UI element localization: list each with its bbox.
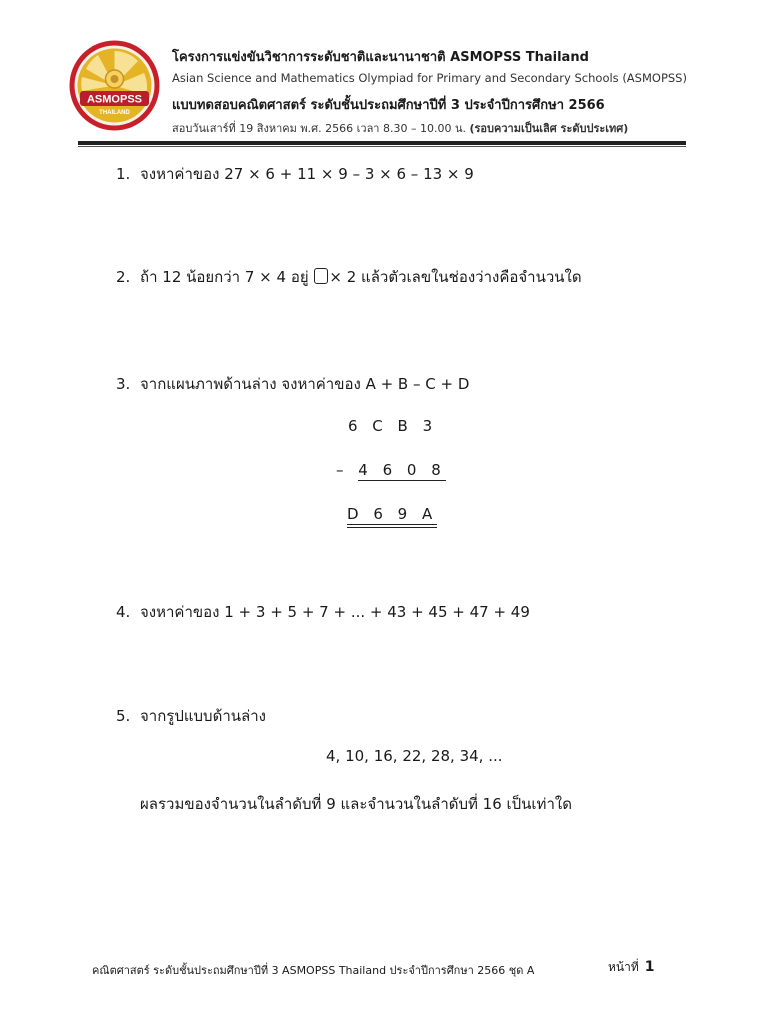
header-title: โครงการแข่งขันวิชาการระดับชาติและนานาชาติ ASMOPSS Thailand: [172, 50, 589, 65]
question-text-after: × 2 แล้วตัวเลขในช่องว่างคือจำนวนใด: [329, 268, 582, 286]
question-text: จงหาค่าของ 1 + 3 + 5 + 7 + ... + 43 + 45 + 47 + 49: [140, 603, 530, 621]
subtraction-row-2: [336, 461, 446, 479]
header-subtitle: Asian Science and Mathematics Olympiad for Primary and Secondary Schools (ASMOPSS): [172, 71, 687, 85]
page-indicator: [608, 958, 655, 977]
exam-date-text: สอบวันเสาร์ที่ 19 สิงหาคม พ.ศ. 2566 เวลา 8.30 – 10.00 น.: [172, 122, 470, 135]
page-number: 1: [644, 959, 655, 975]
subtraction-row-1: 6 C B 3: [348, 417, 438, 435]
question-number: 2.: [116, 268, 131, 286]
exam-name: แบบทดสอบคณิตศาสตร์ ระดับชั้นประถมศึกษาปีที่ 3 ประจำปีการศึกษา 2566: [172, 98, 605, 113]
logo-text-bottom: THAILAND: [99, 110, 130, 116]
question-3: [116, 372, 469, 396]
blank-box: [314, 268, 328, 284]
question-number: 5.: [116, 707, 131, 725]
page-label: หน้าที่: [608, 960, 639, 974]
question-text: จากรูปแบบด้านล่าง: [140, 707, 266, 725]
question-number: 3.: [116, 375, 131, 393]
question-5-prompt: ผลรวมของจำนวนในลำดับที่ 9 และจำนวนในลำดับที่ 16 เป็นเท่าใด: [140, 795, 572, 813]
difference: D 6 9 A: [347, 505, 437, 528]
header-divider-thin: [78, 146, 686, 147]
question-number: 4.: [116, 603, 131, 621]
question-number: 1.: [116, 165, 131, 183]
number-sequence: 4, 10, 16, 22, 28, 34, ...: [326, 747, 503, 765]
footer-text: คณิตศาสตร์ ระดับชั้นประถมศึกษาปีที่ 3 ASMOPSS Thailand ประจำปีการศึกษา 2566 ชุด A: [92, 964, 535, 977]
subtrahend: 4 6 0 8: [358, 461, 446, 479]
question-2: [116, 265, 582, 289]
question-text-before: ถ้า 12 น้อยกว่า 7 × 4 อยู่: [140, 268, 314, 286]
exam-date: [172, 119, 628, 137]
minus-sign: –: [336, 461, 359, 479]
question-text: จากแผนภาพด้านล่าง จงหาค่าของ A + B – C + D: [140, 375, 470, 393]
exam-round: (รอบความเป็นเลิศ ระดับประเทศ): [469, 122, 629, 135]
question-5: [116, 704, 266, 728]
header-divider: [78, 141, 686, 145]
logo-text-top: ASMOPSS: [86, 93, 143, 106]
question-4: [116, 600, 530, 624]
question-1: [116, 162, 474, 186]
question-text: จงหาค่าของ 27 × 6 + 11 × 9 – 3 × 6 – 13 × 9: [140, 165, 474, 183]
asmopss-logo: [68, 39, 161, 132]
subtraction-result: [347, 505, 437, 523]
